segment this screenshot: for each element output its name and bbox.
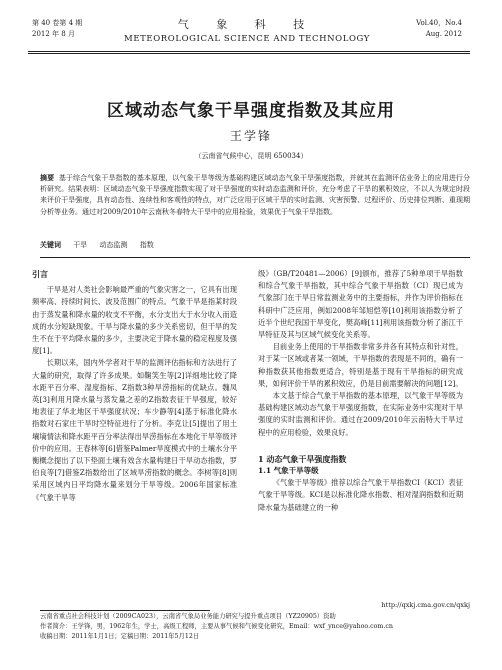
section-heading-1-1: 1.1 气象干旱等级 xyxy=(258,466,319,476)
footnote-funding: 云南省重点社会科技计划（2009CA023），云南省气象局业务能力研究与提升重点项目（YZ20905）资助 xyxy=(40,613,336,620)
paragraph: 干旱是对人类社会影响最严重的气象灾害之一，它具有出现频率高、持续时间长、波及范围广的特点。气象干旱是指某时段由于蒸发量和降水量的收支不平衡，水分支出大于水分收入而造成的水分短缺现象。干旱与降水量的多少关系密切，但干旱的发生不在于平均降水量的多少，主要决定于降水量的稳定程度及强度[1]。 xyxy=(32,285,237,356)
left-column xyxy=(32,268,237,504)
abstract-text: 基于综合气象干旱指数的基本原理，以气象干旱等级为基础构建区域动态气象干旱强度指数，并就其在监测评估业务上的应用进行分析研究。结果表明：区域动态气象干旱强度指数实现了对干旱强度的实时动态监测和评价，充分考虑了干旱的累积效应，不以人为规定时段来评价干旱强度，具有动态性、连续性和客观性的特点，对广泛应用于区域干旱的实时监测、灾害预警、过程评价、历史排位判断、重现期分析等业务。通过对2009/2010年云南秋冬春特大干旱中的应用检验，效果优于气象干旱指数。 xyxy=(40,174,471,216)
paragraph: 目前业务上使用的干旱指数非常多并各有其特点和针对性，对于某一区域或者某一领域，干旱指数的表现是不同的，确有一种指数获其他指数更适合，特别是基于现有干旱指标的研究成果，如何评价干旱的累积效应，仍是目前需要解决的问题[12]。 xyxy=(258,342,463,388)
header-right xyxy=(416,18,462,40)
section-heading-1: 1 动态气象干旱强度指数 xyxy=(258,453,347,464)
volume-issue-cn: 第 40 卷第 4 期 xyxy=(32,19,83,27)
header-center xyxy=(32,18,462,44)
header-rule xyxy=(28,51,470,52)
abstract-label: 摘要 xyxy=(40,173,55,182)
journal-name-en: METEOROLOGICAL SCIENCE AND TECHNOLOGY xyxy=(124,34,370,44)
keywords-label: 关键词 xyxy=(40,240,61,249)
journal-name-cn: 气 象 科 技 xyxy=(177,18,317,31)
paragraph: 长期以来，国内外学者对干旱的监测评估指标和方法进行了大量的研究，取得了许多成果。如鞠笑生等[2]详细地比较了降水距平百分率、湿度指标、Z指数3种旱涝指标的优缺点。魏凤英[3]利用月降水量与蒸发量之差的Z指数表征干旱强度，较好地表征了华北地区干旱强度状况；车少静等[4]基于标准化降水指数对石家庄干旱时空特征进行了分析。李克让[5]提出了用土壤墒情法和降水距平百分率法得出旱涝指标在本地化干旱等级评价中的应用。王春林等[6]借鉴Palmer旱度模式中的土壤水分平衡概念提出了以下垫面土壤有效含水量构建日干旱动态指数，罗伯良等[7]借鉴Z指数给出了区域旱涝指数的概念。李树等[8]则采用区域内日平均降水量来划分干旱等级。2006年国家标准《气象干旱等 xyxy=(32,358,237,502)
paragraph: 级》（GB/T20481—2006）[9]颁布，推荐了5种单项干旱指数和综合气象干旱指数，其中综合气象干旱指数（CI）现已成为气象部门在干旱日常监测业务中的主要指标，并作为评价指标在科研中广泛应用，例如2008年邹旭恺等[10]利用该指数分析了近半个世纪我国干旱变化，樊高峰[11]利用该指数分析了浙江干旱特征及其与区域气候变化关系等。 xyxy=(258,269,463,340)
keyword: 干旱 xyxy=(73,241,88,249)
header-rule-thin xyxy=(28,53,470,54)
section-heading-intro: 引言 xyxy=(32,269,48,279)
volume-issue-en: Vol.40，No.4 xyxy=(416,19,462,27)
abstract xyxy=(40,172,470,218)
keyword: 指数 xyxy=(139,241,154,249)
article-author: 王学锋 xyxy=(229,129,272,143)
right-column xyxy=(258,268,463,514)
date-en: Aug. 2012 xyxy=(425,30,462,38)
paragraph: 《气象干旱等级》推荐以综合气象干旱指数CI（KCI）表征气象干旱等级。KCI是以标准化降水指数、相对湿润指数和近期降水量为基础建立的一种 xyxy=(258,478,463,512)
footnote-rule xyxy=(40,610,210,611)
journal-url: http://qxkj.cma.gov.cn/qxkj xyxy=(381,601,470,609)
author-affiliation: （云南省气候中心，昆明 650034） xyxy=(194,152,308,160)
footnote-author-bio: 作者简介：王学锋，男，1962年生，学士，高级工程师，主要从事气候和气候变化研究，Email：wxf_ynce@yahoo.com.cn xyxy=(40,623,393,630)
keyword: 动态监测 xyxy=(99,241,128,249)
article-title: 区域动态气象干旱强度指数及其应用 xyxy=(107,101,395,121)
footnotes xyxy=(40,612,470,642)
date-cn: 2012 年 8 月 xyxy=(32,30,75,38)
abstract-divider xyxy=(40,257,470,258)
footnote-dates: 收稿日期：2011年1月1日；定稿日期：2011年5月12日 xyxy=(40,633,200,640)
running-header xyxy=(32,18,462,52)
paragraph: 本文基于综合气象干旱指数的基本原理，以气象干旱等级为基础构建区域动态气象干旱强度指数，在实际业务中实现对干旱强度的实时监测和评价。通过在2009/2010年云南特大干旱过程中的应用检验，效果良好。 xyxy=(258,391,463,437)
keywords xyxy=(40,240,154,250)
